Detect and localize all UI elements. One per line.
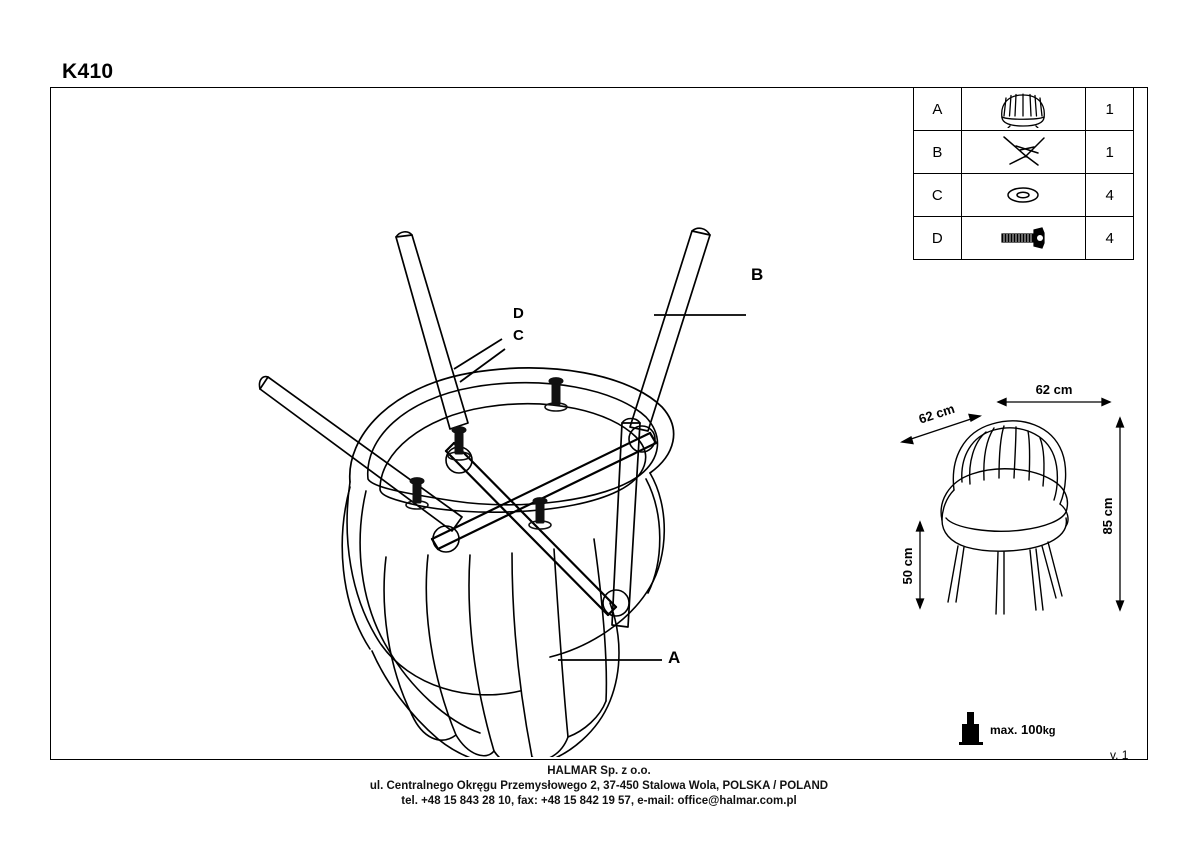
max-load-unit: kg <box>1042 725 1056 737</box>
weight-icon <box>955 712 987 748</box>
dimension-seat-height: 50 cm <box>900 547 915 585</box>
table-row <box>914 88 1134 131</box>
part-qty: 4 <box>1086 174 1134 217</box>
footer-company: HALMAR Sp. z o.o. <box>547 765 651 777</box>
table-row <box>914 217 1134 260</box>
callout-label-c: C <box>513 327 524 344</box>
part-letter: B <box>914 131 962 174</box>
table-row <box>914 131 1134 174</box>
dimension-height: 85 cm <box>1100 497 1115 535</box>
dimensions-diagram <box>880 370 1140 650</box>
bolt-icon <box>961 217 1086 260</box>
footer-contact: tel. +48 15 843 28 10, fax: +48 15 842 19 57, e-mail: office@halmar.com.pl <box>401 795 797 807</box>
assembly-diagram <box>50 87 910 757</box>
table-row <box>914 174 1134 217</box>
dimension-width: 62 cm <box>1035 382 1073 397</box>
max-load-value: 100 <box>1020 722 1043 737</box>
callout-label-d: D <box>513 305 524 322</box>
part-qty: 1 <box>1086 88 1134 131</box>
version-label: v. 1 <box>1110 748 1129 762</box>
part-letter: D <box>914 217 962 260</box>
parts-table <box>913 87 1134 260</box>
washer-icon <box>961 174 1086 217</box>
leg-frame-icon <box>961 131 1086 174</box>
part-qty: 4 <box>1086 217 1134 260</box>
part-qty: 1 <box>1086 131 1134 174</box>
max-load-prefix: max. <box>990 723 1018 737</box>
armchair-shell-icon <box>961 88 1086 131</box>
callout-label-b: B <box>751 265 764 284</box>
footer <box>50 764 1148 809</box>
page-title: K410 <box>62 60 114 83</box>
max-load-label <box>990 722 1056 737</box>
part-letter: C <box>914 174 962 217</box>
footer-address: ul. Centralnego Okręgu Przemysłowego 2, 37-450 Stalowa Wola, POLSKA / POLAND <box>369 780 829 792</box>
part-letter: A <box>914 88 962 131</box>
callout-label-a: A <box>668 648 681 667</box>
dimension-depth: 62 cm <box>916 400 957 427</box>
